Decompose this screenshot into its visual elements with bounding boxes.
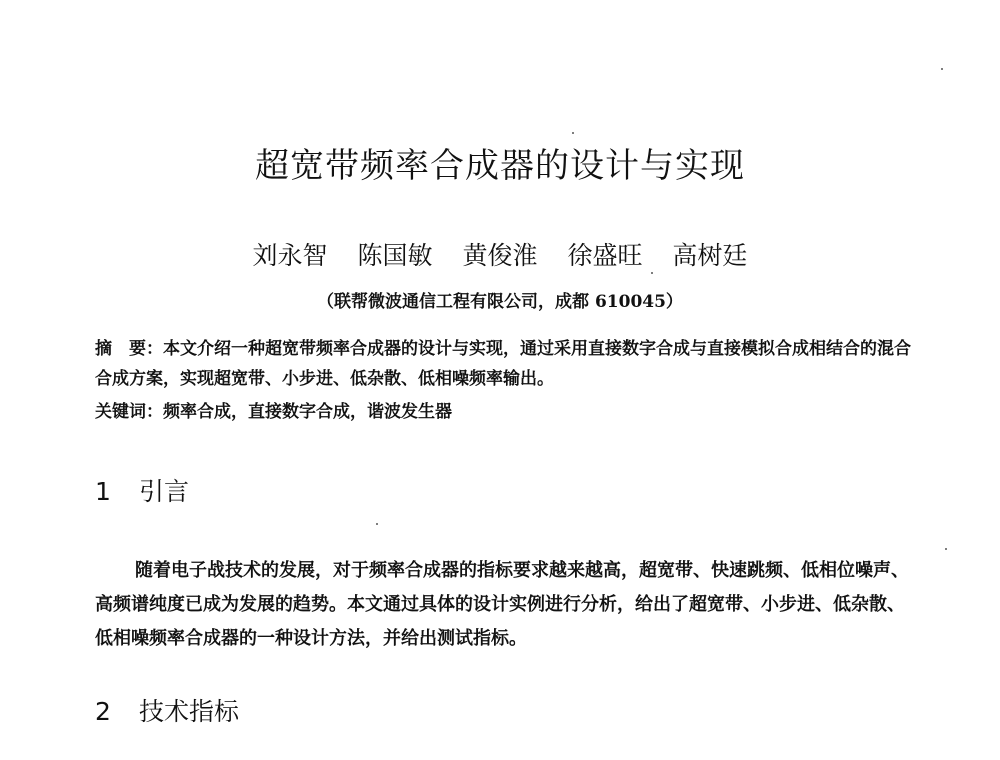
abstract-text: 本文介绍一种超宽带频率合成器的设计与实现，通过采用直接数字合成与直接模拟合成相结合的混合合成方案，实现超宽带、小步进、低杂散、低相噪频率输出。: [95, 339, 911, 389]
author-name: 黄俊淮: [462, 241, 538, 270]
scan-speck: [651, 272, 653, 274]
author-list: [0, 236, 1000, 272]
paper-title: 超宽带频率合成器的设计与实现: [255, 146, 745, 186]
section-heading-introduction: [95, 472, 189, 508]
author-name: 陈国敏: [357, 241, 433, 270]
abstract: [95, 334, 915, 394]
section-number: 2: [95, 697, 111, 726]
affiliation: （联帮微波通信工程有限公司，成都 610045）: [317, 292, 683, 312]
scan-speck: [376, 523, 378, 525]
section-title: 引言: [139, 477, 190, 506]
section-heading-specifications: [95, 692, 239, 728]
author-name: 刘永智: [252, 241, 328, 270]
section-title: 技术指标: [139, 697, 240, 726]
abstract-label: 摘 要：: [95, 339, 163, 359]
section-number: 1: [95, 477, 111, 506]
introduction-paragraph: 随着电子战技术的发展，对于频率合成器的指标要求越来越高，超宽带、快速跳频、低相位噪声、高频谱纯度已成为发展的趋势。本文通过具体的设计实例进行分析，给出了超宽带、小步进、低杂散、低相噪频率合成器的一种设计方法，并给出测试指标。: [95, 560, 909, 649]
scan-speck: [572, 132, 574, 134]
scan-speck: [945, 548, 947, 550]
keywords: [95, 397, 915, 427]
author-name: 徐盛旺: [567, 241, 643, 270]
keywords-text: 频率合成，直接数字合成，谐波发生器: [163, 402, 452, 422]
scan-speck: [941, 68, 943, 70]
keywords-label: 关键词：: [95, 402, 163, 422]
author-name: 高树廷: [672, 241, 748, 270]
